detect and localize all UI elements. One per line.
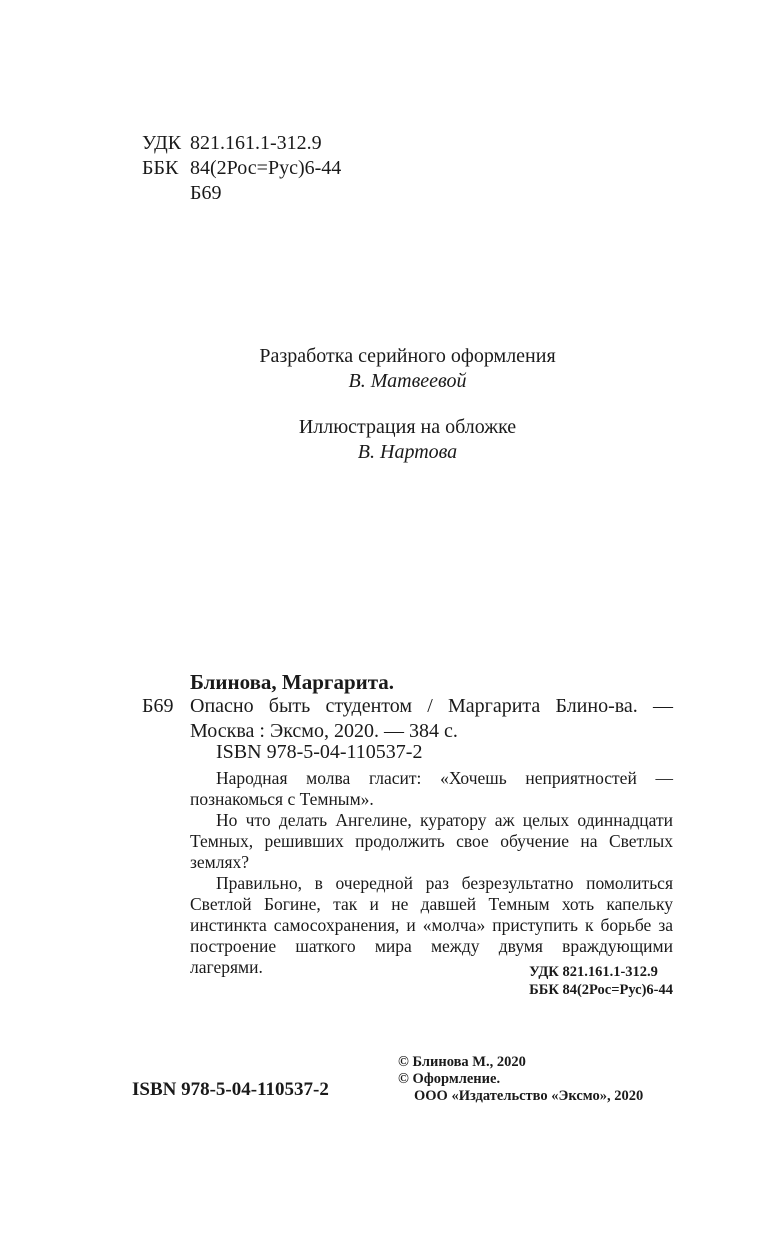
copyright-publisher: ООО «Издательство «Эксмо», 2020 [414, 1088, 644, 1104]
bbk-label: ББК [142, 157, 179, 179]
classification-block [142, 131, 341, 206]
udk-label: УДК [142, 132, 182, 154]
bbk-right: ББК 84(2Рос=Рус)6-44 [529, 982, 673, 998]
copyright-design: © Оформление. [398, 1071, 501, 1087]
copyright-author: © Блинова М., 2020 [398, 1054, 526, 1070]
cover-illustration-label: Иллюстрация на обложке [298, 416, 517, 438]
series-design-label: Разработка серийного оформления [259, 345, 556, 367]
abstract-paragraph: Народная молва гласит: «Хочешь неприятностей — познакомься с Темным». [190, 768, 673, 809]
udk-row [142, 131, 341, 156]
series-design-name: В. Матвеевой [348, 370, 467, 392]
credits-block [190, 344, 625, 465]
udk-right: УДК 821.161.1-312.9 [529, 964, 658, 980]
udk-value: 821.161.1-312.9 [190, 132, 322, 154]
author-heading: Блинова, Маргарита. [190, 670, 395, 694]
abstract-paragraph: Правильно, в очередной раз безрезультатно помолиться Светлой Богине, так и не давшей Темным хоть капельку инстинкта самосохранения, и «молча» приступить к борьбе за построение шаткого мира между двумя враждующими лагерями. [190, 873, 673, 977]
abstract-paragraph: Но что делать Ангелине, куратору аж целых одиннадцати Темных, решивших продолжить свое обучение на Светлых землях? [190, 810, 673, 872]
bbk-value: 84(2Рос=Рус)6-44 [190, 157, 342, 179]
bibliographic-description: Опасно быть студентом / Маргарита Блино-ва. — Москва : Эксмо, 2020. — 384 с. [190, 695, 673, 742]
abstract [190, 768, 673, 978]
author-mark-row [142, 181, 341, 206]
classification-right [529, 963, 673, 999]
author-mark: Б69 [190, 182, 222, 204]
isbn-main: ISBN 978-5-04-110537-2 [132, 1079, 329, 1100]
bibliographic-isbn: ISBN 978-5-04-110537-2 [216, 741, 423, 763]
bbk-row [142, 156, 341, 181]
cover-illustration-name: В. Нартова [357, 441, 458, 463]
copyright-block [398, 1054, 643, 1105]
author-mark-left: Б69 [142, 695, 174, 717]
